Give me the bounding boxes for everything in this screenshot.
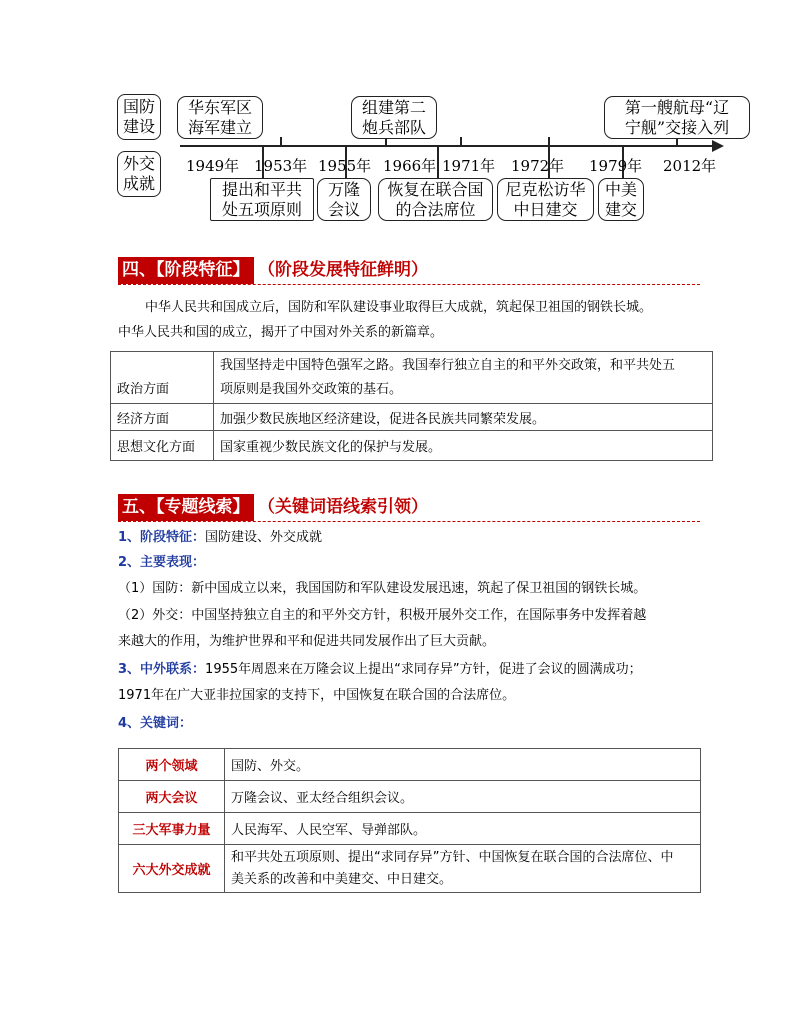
year-label: 2012年 (663, 157, 717, 175)
aspect-cell: 经济方面 (111, 404, 214, 431)
section4-para2: 中华人民共和国的成立，揭开了中国对外关系的新篇章。 (118, 325, 444, 340)
year-label: 1949年 (186, 157, 240, 175)
keyword-desc-cell: 万隆会议、亚太经合组织会议。 (225, 781, 701, 813)
keyword-cell: 两大会议 (119, 781, 225, 813)
item4-label: 4、关键词： (118, 716, 193, 731)
aspect-cell: 思想文化方面 (111, 431, 214, 461)
diplomacy-event-us-ties: 中美 建交 (598, 178, 644, 221)
table-row (111, 431, 713, 461)
tick-1953-up (280, 137, 282, 145)
keyword-desc-cell: 和平共处五项原则、提出“求同存异”方针、中国恢复在联合国的合法席位、中 美关系的改善和中美建交、中日建交。 (225, 845, 701, 893)
diplomacy-event-un-seat: 恢复在联合国 的合法席位 (378, 178, 493, 221)
section5-heading (118, 494, 700, 522)
diplomacy-event-nixon: 尼克松访华 中日建交 (497, 178, 594, 221)
section4-subtitle: （阶段发展特征鲜明） (258, 260, 428, 280)
year-label: 1966年 (383, 157, 437, 175)
item2-defense: （1）国防：新中国成立以来，我国国防和军队建设发展迅速，筑起了保卫祖国的钢铁长城。 (118, 581, 647, 596)
keyword-desc-cell: 人民海军、人民空军、导弹部队。 (225, 813, 701, 845)
item3-text-line1: 1955年周恩来在万隆会议上提出“求同存异”方针，促进了会议的圆满成功； (205, 662, 642, 677)
tick-1972-up (548, 137, 550, 145)
diplomacy-event-bandung: 万隆 会议 (317, 178, 371, 221)
timeline-arrow-icon (712, 140, 724, 152)
item3-label: 3、中外联系： (118, 662, 206, 677)
table-row (111, 404, 713, 431)
item1 (118, 526, 322, 550)
item2-diplomacy-line1: （2）外交：中国坚持独立自主的和平外交方针，积极开展外交工作，在国际事务中发挥着越 (118, 608, 647, 623)
aspect-cell: 政治方面 (111, 352, 214, 404)
keywords-table (118, 748, 701, 893)
section5-tag: 五、【专题线索】 (118, 494, 254, 521)
year-label: 1979年 (589, 157, 643, 175)
item3 (118, 658, 642, 682)
keyword-cell: 两个领域 (119, 749, 225, 781)
section4-heading (118, 257, 700, 285)
year-label: 1972年 (511, 157, 565, 175)
timeline-axis (180, 145, 715, 147)
keyword-cell: 六大外交成就 (119, 845, 225, 893)
keyword-desc-cell: 国防、外交。 (225, 749, 701, 781)
tick-1966-down (437, 147, 439, 180)
tick-1971-up (460, 137, 462, 145)
table-row (119, 749, 701, 781)
section4-table (110, 351, 713, 461)
table-row (119, 845, 701, 893)
table-row (111, 352, 713, 404)
defense-event-navy: 华东军区 海军建立 (177, 96, 263, 139)
section4-para1: 中华人民共和国成立后，国防和军队建设事业取得巨大成就，筑起保卫祖国的钢铁长城。 (145, 300, 653, 315)
keyword-cell: 三大军事力量 (119, 813, 225, 845)
year-label: 1955年 (318, 157, 372, 175)
row-label-defense: 国防 建设 (117, 94, 161, 140)
item3-text-line2: 1971年在广大亚非拉国家的支持下，中国恢复在联合国的合法席位。 (118, 688, 516, 703)
defense-event-carrier: 第一艘航母“辽 宁舰”交接入列 (604, 96, 750, 139)
table-row (119, 781, 701, 813)
content-cell: 加强少数民族地区经济建设，促进各民族共同繁荣发展。 (214, 404, 713, 431)
content-cell: 国家重视少数民族文化的保护与发展。 (214, 431, 713, 461)
item1-label: 1、阶段特征： (118, 530, 206, 545)
section5-subtitle: （关键词语线索引领） (258, 497, 428, 517)
year-label: 1971年 (442, 157, 496, 175)
item2-label: 2、主要表现： (118, 555, 206, 570)
diplomacy-event-five-principles: 提出和平共 处五项原则 (210, 178, 314, 221)
row-label-diplomacy: 外交 成就 (117, 151, 161, 197)
year-label: 1953年 (254, 157, 308, 175)
item2-diplomacy-line2: 来越大的作用，为维护世界和平和促进共同发展作出了巨大贡献。 (118, 634, 496, 649)
section4-tag: 四、【阶段特征】 (118, 257, 254, 284)
content-cell: 我国坚持走中国特色强军之路。我国奉行独立自主的和平外交政策，和平共处五 项原则是我国外交政策的基石。 (214, 352, 713, 404)
table-row (119, 813, 701, 845)
item1-text: 国防建设、外交成就 (205, 530, 323, 545)
defense-event-artillery: 组建第二 炮兵部队 (351, 96, 437, 139)
